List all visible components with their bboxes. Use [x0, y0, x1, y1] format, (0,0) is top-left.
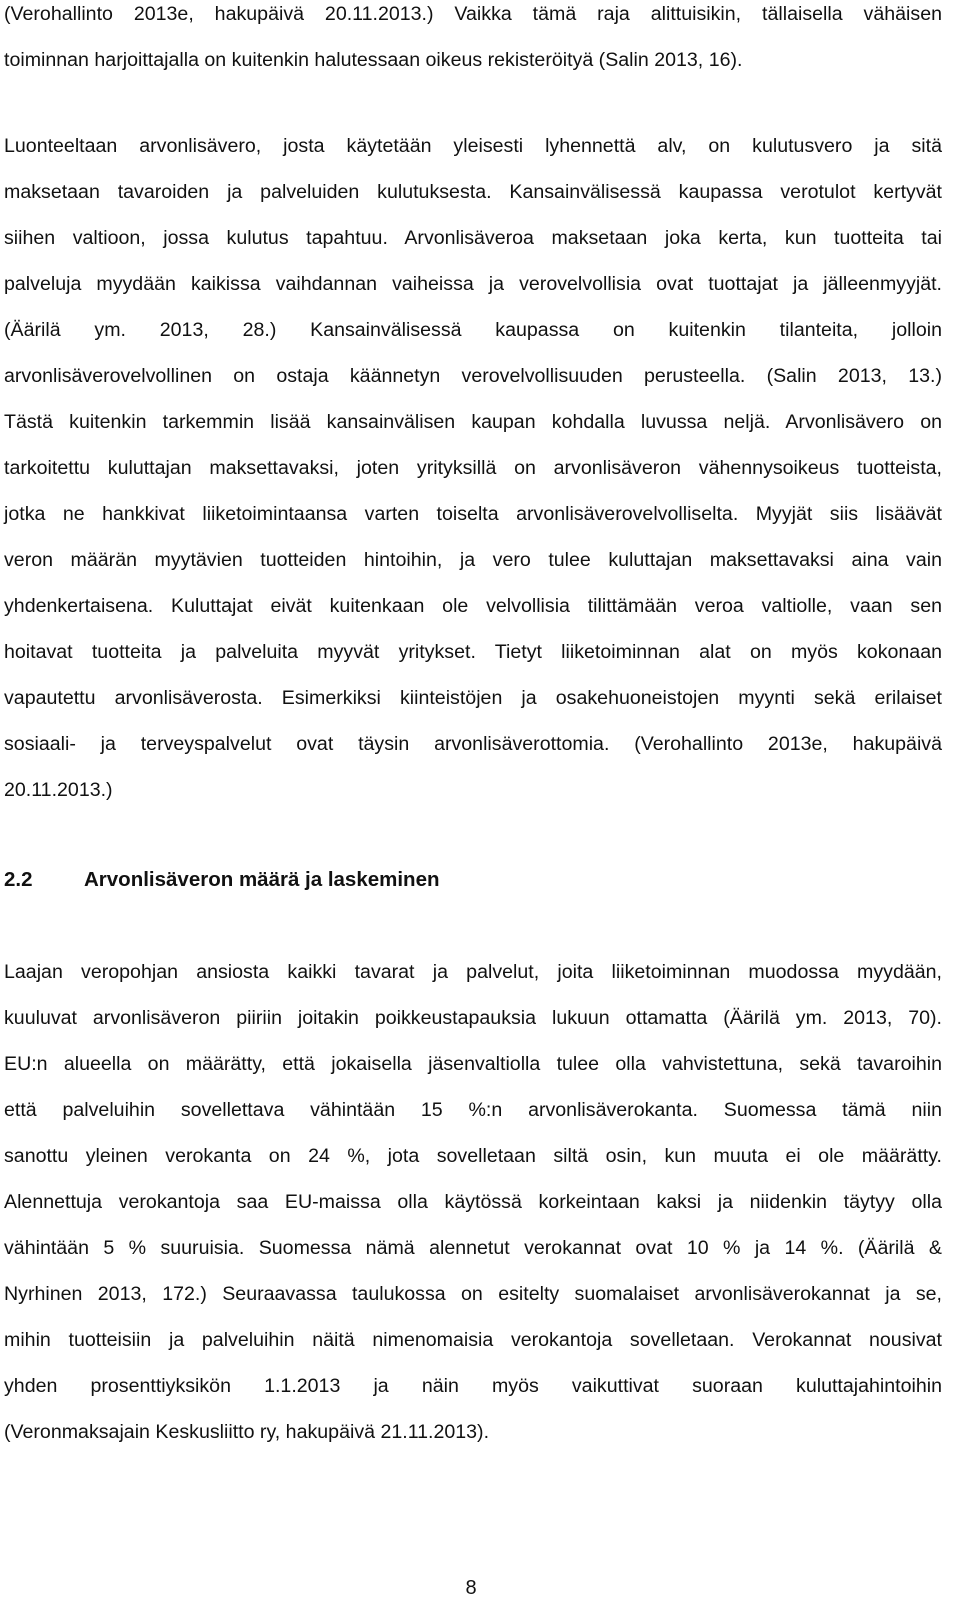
- section-number: 2.2: [4, 868, 33, 891]
- text-line: vähintään 5 % suuruisia. Suomessa nämä alennetut verokannat ovat 10 % ja 14 %. (Äärilä &: [4, 1237, 942, 1259]
- text-line: että palveluihin sovellettava vähintään 15 %:n arvonlisäverokanta. Suomessa tämä niin: [4, 1099, 942, 1121]
- text-line: (Veronmaksajain Keskusliitto ry, hakupäivä 21.11.2013).: [4, 1421, 490, 1443]
- text-line: veron määrän myytävien tuotteiden hintoihin, ja vero tulee kuluttajan maksettavaksi aina vain: [4, 549, 942, 571]
- text-line: Alennettuja verokantoja saa EU-maissa olla käytössä korkeintaan kaksi ja niidenkin täytyy olla: [4, 1191, 942, 1213]
- text-line: Luonteeltaan arvonlisävero, josta käytetään yleisesti lyhennettä alv, on kulutusvero ja sitä: [4, 135, 942, 157]
- text-line: hoitavat tuotteita ja palveluita myyvät yritykset. Tietyt liiketoiminnan alat on myös kokonaan: [4, 641, 942, 663]
- text-line: yhdenkertaisena. Kuluttajat eivät kuitenkaan ole velvollisia tilittämään veroa valtiolle, vaan sen: [4, 595, 942, 617]
- text-line: vapautettu arvonlisäverosta. Esimerkiksi kiinteistöjen ja osakehuoneistojen myynti sekä erilaiset: [4, 687, 942, 709]
- text-line: Tästä kuitenkin tarkemmin lisää kansainvälisen kaupan kohdalla luvussa neljä. Arvonlisävero on: [4, 411, 942, 433]
- text-line: sosiaali- ja terveyspalvelut ovat täysin arvonlisäverottomia. (Verohallinto 2013e, hakupäivä: [4, 733, 942, 755]
- text-line: yhden prosenttiyksikön 1.1.2013 ja näin myös vaikuttivat suoraan kuluttajahintoihin: [4, 1375, 942, 1397]
- text-line: siihen valtioon, jossa kulutus tapahtuu. Arvonlisäveroa maksetaan joka kerta, kun tuotteita tai: [4, 227, 942, 249]
- text-line: palveluja myydään kaikissa vaihdannan vaiheissa ja verovelvollisia ovat tuottajat ja jälleenmyyjät.: [4, 273, 942, 295]
- section-heading: [4, 866, 440, 894]
- text-line: toiminnan harjoittajalla on kuitenkin halutessaan oikeus rekisteröityä (Salin 2013, 16).: [4, 49, 743, 71]
- text-line: mihin tuotteisiin ja palveluihin näitä nimenomaisia verokantoja sovelletaan. Verokannat nousivat: [4, 1329, 942, 1351]
- section-title: Arvonlisäveron määrä ja laskeminen: [84, 868, 440, 891]
- text-line: Nyrhinen 2013, 172.) Seuraavassa taulukossa on esitelty suomalaiset arvonlisäverokannat ja se,: [4, 1283, 942, 1305]
- text-line: Laajan veropohjan ansiosta kaikki tavarat ja palvelut, joita liiketoiminnan muodossa myydään,: [4, 961, 942, 983]
- text-line: maksetaan tavaroiden ja palveluiden kulutuksesta. Kansainvälisessä kaupassa verotulot kertyvät: [4, 181, 942, 203]
- text-line: (Äärilä ym. 2013, 28.) Kansainvälisessä kaupassa on kuitenkin tilanteita, jolloin: [4, 319, 942, 341]
- text-line: kuuluvat arvonlisäveron piiriin joitakin poikkeustapauksia lukuun ottamatta (Äärilä ym. 2013, 70).: [4, 1007, 942, 1029]
- text-line: sanottu yleinen verokanta on 24 %, jota sovelletaan siltä osin, kun muuta ei ole määrätty.: [4, 1145, 942, 1167]
- text-line: arvonlisäverovelvollinen on ostaja käännetyn verovelvollisuuden perusteella. (Salin 2013, 13.): [4, 365, 942, 387]
- text-line: tarkoitettu kuluttajan maksettavaksi, joten yrityksillä on arvonlisäveron vähennysoikeus tuotteista,: [4, 457, 942, 479]
- text-line: 20.11.2013.): [4, 779, 113, 801]
- text-line: (Verohallinto 2013e, hakupäivä 20.11.2013.) Vaikka tämä raja alittuisikin, tällaisella vähäisen: [4, 3, 942, 25]
- text-line: EU:n alueella on määrätty, että jokaisella jäsenvaltiolla tulee olla vahvistettuna, sekä tavaroihin: [4, 1053, 942, 1075]
- text-line: jotka ne hankkivat liiketoimintaansa varten toiselta arvonlisäverovelvolliselta. Myyjät siis lisäävät: [4, 503, 942, 525]
- page-number: 8: [465, 1577, 477, 1599]
